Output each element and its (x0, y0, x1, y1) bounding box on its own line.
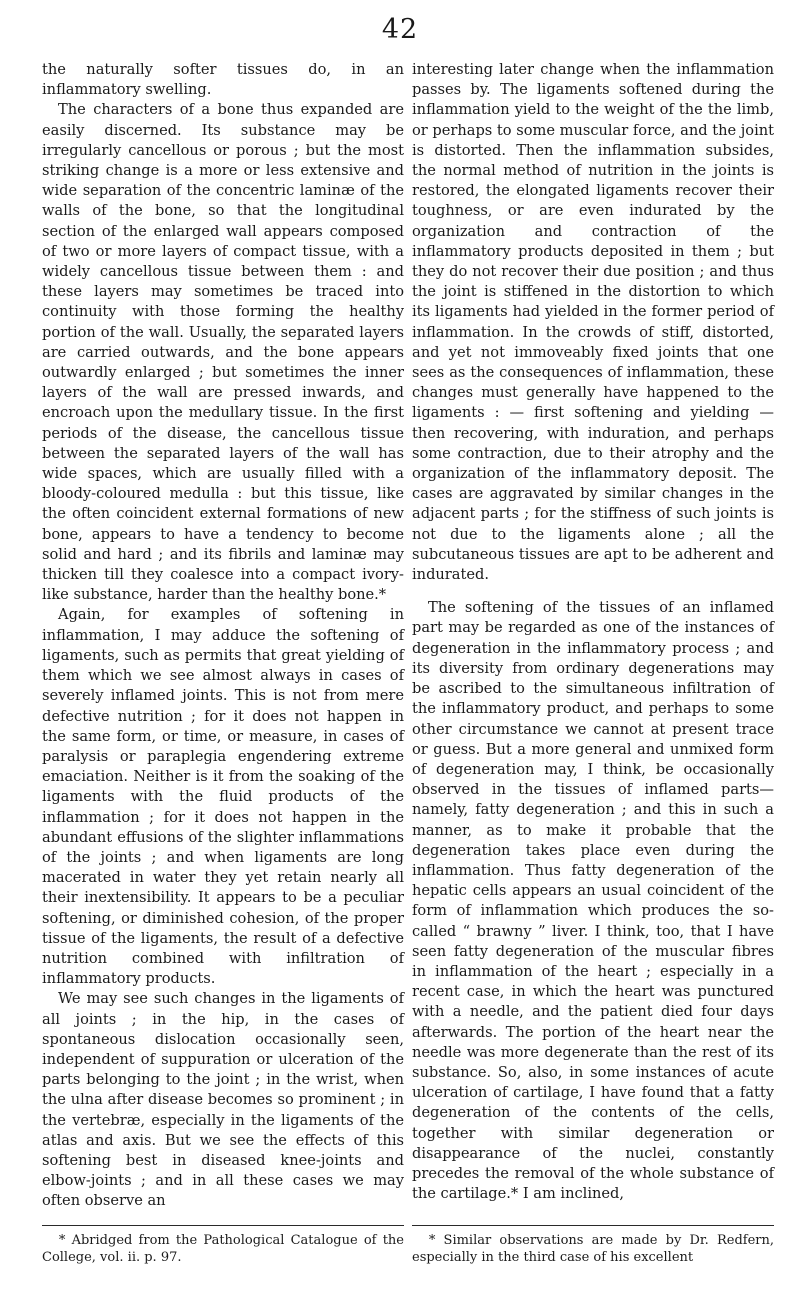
left-paragraph-4: We may see such changes in the ligaments of all joints ; in the hip, in the cases of spontaneous dislocation occasionally seen, independent of suppuration or ulceration of the parts belonging to the joint ; in the wrist, when the ulna after disease becomes so prominent ; in the vertebræ, especially in the ligaments of the atlas and axis. But we see the effects of this softening best in diseased knee-joints and elbow-joints ; and in all these cases we may often observe an (42, 990, 404, 1210)
footnote-divider-right (412, 1225, 774, 1226)
left-paragraph-2: The characters of a bone thus expanded are easily discerned. Its substance may be irregularly cancellous or porous ; but the most striking change is a more or less extensive and wide separation of the concentric laminæ of the walls of the bone, so that the longitudinal section of the enlarged wall appears composed of two or more layers of compact tissue, with a widely cancellous tissue between them : and these layers may sometimes be traced into continuity with those forming the healthy portion of the wall. Usually, the separated layers are carried outwards, and the bone appears outwardly enlarged ; but sometimes the inner layers of the wall are pressed inwards, and encroach upon the medullary tissue. In the first periods of the disease, the cancellous tissue between the separated layers of the wall has wide spaces, which are usually filled with a bloody-coloured medulla : but this tissue, like the often coincident external formations of new bone, appears to have a tendency to become solid and hard ; and its fibrils and laminæ may thicken till they coalesce into a compact ivory-like substance, harder than the healthy bone.* (42, 101, 404, 604)
left-paragraph-1: the naturally softer tissues do, in an inflammatory swelling. (42, 61, 404, 99)
right-footnote (412, 1232, 774, 1266)
left-paragraph-3: Again, for examples of softening in inflammation, I may adduce the softening of ligaments, such as permits that great yielding of them which we see almost always in cases of severely inflamed joints. This is not from mere defective nutrition ; for it does not happen in the same form, or time, or measure, in cases of paralysis or paraplegia engendering extreme emaciation. Neither is it from the soaking of the ligaments with the fluid products of the inflammation ; for it does not happen in the abundant effusions of the slighter inflammations of the joints ; and when ligaments are long macerated in water they yet retain nearly all their inextensibility. It appears to be a peculiar softening, or diminished cohesion, of the proper tissue of the ligaments, the result of a defective nutrition combined with infiltration of inflammatory products. (42, 606, 404, 988)
footnote-divider-left (42, 1225, 404, 1226)
left-column (42, 60, 404, 1212)
left-footnote (42, 1232, 404, 1266)
right-footnote-text: * Similar observations are made by Dr. Redfern, especially in the third case of his excellent (412, 1233, 774, 1265)
right-paragraph-1: interesting later change when the inflammation passes by. The ligaments softened during the inflammation yield to the weight of the the limb, or perhaps to some muscular force, and the joint is distorted. Then the inflammation subsides, the normal method of nutrition in the joints is restored, the elongated ligaments recover their toughness, or are even indurated by the organization and contraction of the inflammatory products deposited in them ; but they do not recover their due position ; and thus the joint is stiffened in the distortion to which its ligaments had yielded in the former period of inflammation. In the crowds of stiff, distorted, and yet not immoveably fixed joints that one sees as the consequences of inflammation, these changes must generally have happened to the ligaments : — first softening and yielding — then recovering, with induration, and perhaps some contraction, due to their atrophy and the organization of the inflammatory deposit. The cases are aggravated by similar changes in the adjacent parts ; for the stiffness of such joints is not due to the ligaments alone ; all the subcutaneous tissues are apt to be adherent and indurated. (412, 61, 775, 584)
left-footnote-text: * Abridged from the Pathological Catalogue of the College, vol. ii. p. 97. (42, 1233, 404, 1265)
page-number: 42 (381, 14, 419, 45)
right-paragraph-2: The softening of the tissues of an inflamed part may be regarded as one of the instances of degeneration in the inflammatory process ; and its diversity from ordinary degenerations may be ascribed to the simultaneous infiltration of the inflammatory product, and perhaps to some other circumstance we cannot at present trace or guess. But a more general and unmixed form of degeneration may, I think, be occasionally observed in the tissues of inflamed parts—namely, fatty degeneration ; and this in such a manner, as to make it probable that the degeneration takes place even during the inflammation. Thus fatty degeneration of the hepatic cells appears an usual coincident of the form of inflammation which produces the so-called “ brawny ” liver. I think, too, that I have seen fatty degeneration of the muscular fibres in inflammation of the heart ; especially in a recent case, in which the heart was punctured with a needle, and the patient died four days afterwards. The portion of the heart near the needle was more degenerate than the rest of its substance. So, also, in some instances of acute ulceration of cartilage, I have found that a fatty degeneration of the contents of the cells, together with similar degeneration or disappearance of the nuclei, constantly precedes the removal of the whole substance of the cartilage.* I am inclined, (412, 599, 774, 1203)
right-column (412, 60, 774, 1204)
